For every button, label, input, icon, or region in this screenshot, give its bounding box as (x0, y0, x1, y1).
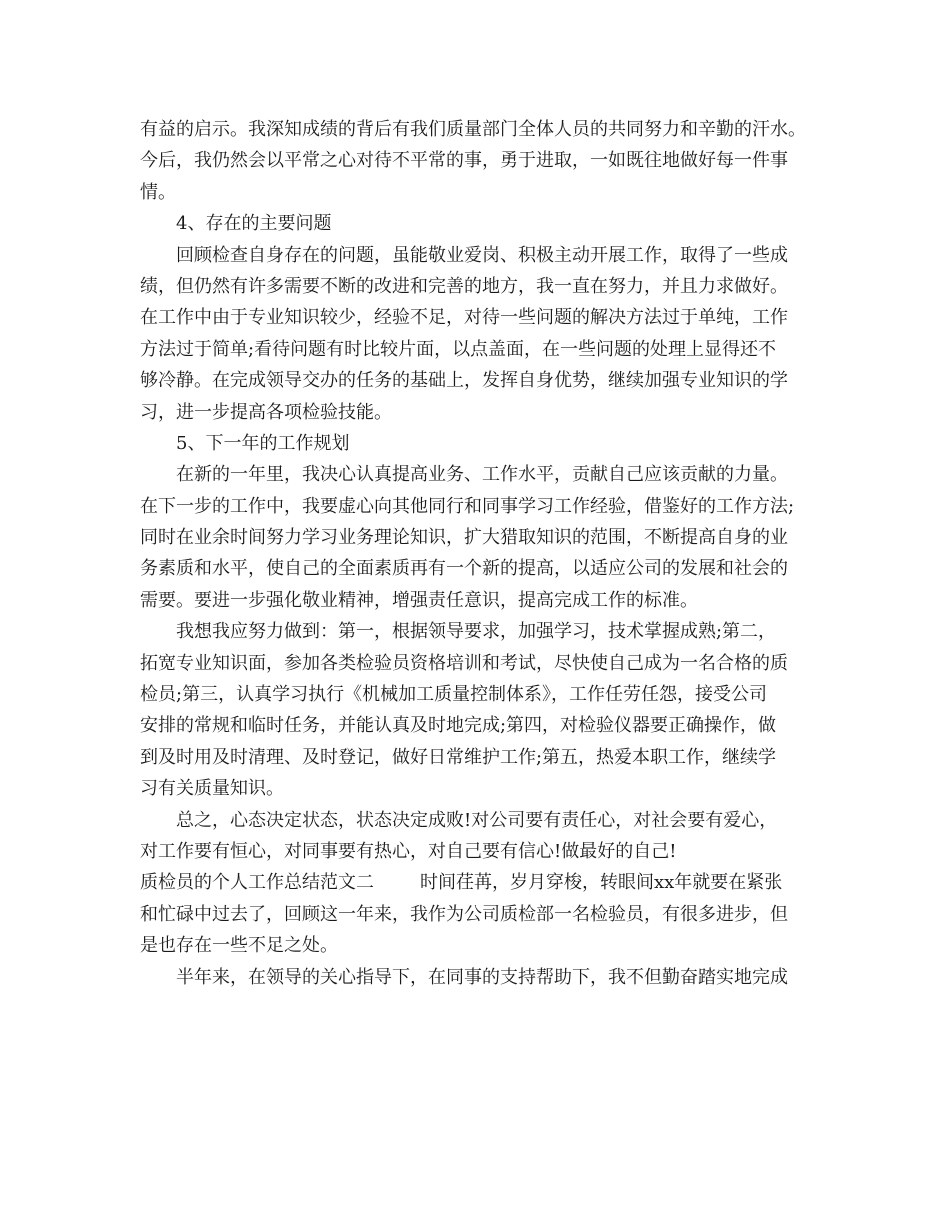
paragraph-line: 对工作要有恒心，对同事要有热心，对自己要有信心!做最好的自己! (140, 840, 677, 862)
paragraph-line: 拓宽专业知识面，参加各类检验员资格培训和考试，尽快使自己成为一名合格的质 (140, 652, 788, 674)
paragraph-line: 和忙碌中过去了，回顾这一年来，我作为公司质检部一名检验员，有很多进步，但 (140, 903, 788, 925)
paragraph-line: 今后，我仍然会以平常之心对待不平常的事，勇于进取，一如既往地做好每一件事 (140, 150, 788, 172)
paragraph-line: 务素质和水平，使自己的全面素质再有一个新的提高，以适应公司的发展和社会的 (140, 558, 788, 580)
paragraph-line: 总之，心态决定状态，状态决定成败!对公司要有责任心，对社会要有爱心， (176, 809, 778, 831)
paragraph-line: 够冷静。在完成领导交办的任务的基础上，发挥自身优势，继续加强专业知识的学 (140, 370, 788, 392)
paragraph-line: 绩，但仍然有许多需要不断的改进和完善的地方，我一直在努力，并且力求做好。 (140, 275, 788, 297)
paragraph-line: 方法过于简单;看待问题有时比较片面，以点盖面，在一些问题的处理上显得还不 (140, 338, 777, 360)
document-page (140, 114, 830, 993)
paragraph-line: 有益的启示。我深知成绩的背后有我们质量部门全体人员的共同努力和辛勤的汗水。 (140, 119, 806, 140)
paragraph-line: 需要。要进一步强化敬业精神，增强责任意识，提高完成工作的标准。 (140, 589, 698, 611)
paragraph-line: 在工作中由于专业知识较少，经验不足，对待一些问题的解决方法过于单纯，工作 (140, 307, 788, 329)
paragraph-line: 到及时用及时清理、及时登记，做好日常维护工作;第五，热爱本职工作，继续学 (140, 746, 777, 768)
paragraph-line: 回顾检查自身存在的问题，虽能敬业爱岗、积极主动开展工作，取得了一些成 (176, 244, 788, 266)
paragraph-line: 安排的常规和临时任务，并能认真及时地完成;第四，对检验仪器要正确操作，做 (140, 715, 777, 737)
document-title: 质检员的个人工作总结范文二 (140, 872, 374, 894)
paragraph-line: 在新的一年里，我决心认真提高业务、工作水平，贡献自己应该贡献的力量。 (176, 464, 788, 486)
section-heading: 5、下一年的工作规划 (176, 432, 350, 454)
paragraph-line: 时间荏苒，岁月穿梭，转眼间xx年就要在紧张 (420, 872, 783, 894)
paragraph-line: 情。 (140, 181, 176, 203)
paragraph-line: 同时在业余时间努力学习业务理论知识，扩大猎取知识的范围，不断提高自身的业 (140, 527, 788, 549)
paragraph-line: 我想我应努力做到：第一，根据领导要求，加强学习，技术掌握成熟;第二， (176, 621, 777, 643)
paragraph-line: 半年来，在领导的关心指导下，在同事的支持帮助下，我不但勤奋踏实地完成 (176, 966, 788, 988)
paragraph-line: 检员;第三，认真学习执行《机械加工质量控制体系》，工作任劳任怨，接受公司 (140, 684, 768, 706)
paragraph-line: 习，进一步提高各项检验技能。 (140, 401, 392, 423)
paragraph-line: 是也存在一些不足之处。 (140, 935, 338, 957)
paragraph-line: 习有关质量知识。 (140, 778, 284, 800)
paragraph-line: 在下一步的工作中，我要虚心向其他同行和同事学习工作经验，借鉴好的工作方法; (140, 495, 795, 517)
section-heading: 4、存在的主要问题 (176, 213, 332, 235)
title-line (140, 867, 830, 898)
